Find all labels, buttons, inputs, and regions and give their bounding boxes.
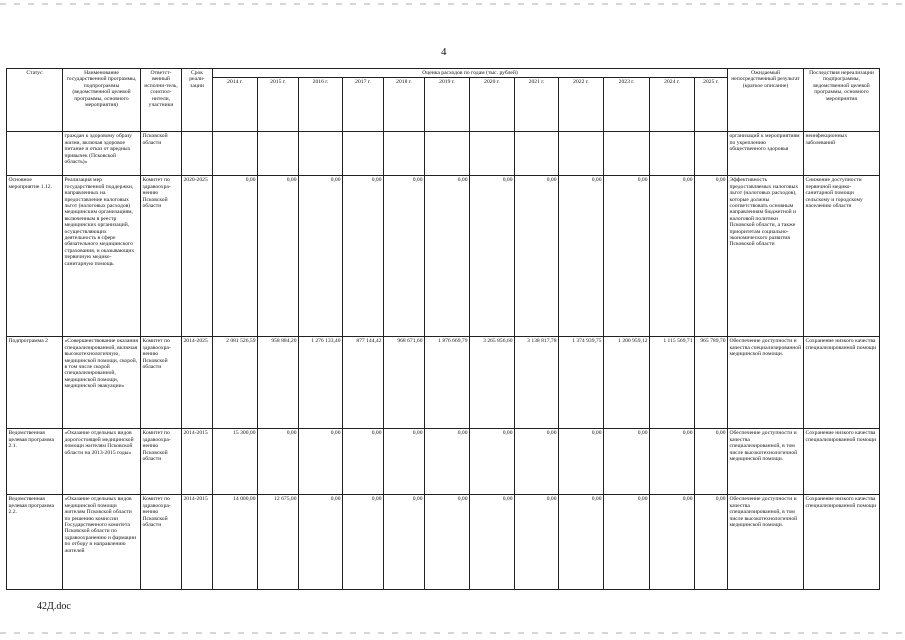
- row-result: организаций к мероприятиям по укреплению общественного здоровья: [728, 132, 804, 176]
- table-row: [7, 337, 880, 429]
- row-value: [604, 132, 650, 176]
- row-status: Основное мероприятие 1.12.: [7, 176, 63, 337]
- row-term: 2020-2025: [182, 176, 213, 337]
- row-result: Обеспечение доступности и качества специализированной, в том числе высокотехнологичной медицинской помощи.: [728, 429, 804, 495]
- year-header: 2021 г.: [515, 78, 559, 132]
- year-header: 2023 г.: [604, 78, 650, 132]
- row-consequences: Снижение доступности первичной медико-санитарной помощи сельскому и городскому населению области: [804, 176, 880, 337]
- row-value: 0,00: [258, 176, 299, 337]
- row-value: 0,00: [515, 429, 559, 495]
- row-value: 3 138 817,78: [515, 337, 559, 429]
- row-value: [695, 132, 728, 176]
- row-value: 0,00: [650, 495, 695, 590]
- header-status: Статус: [7, 69, 63, 132]
- row-value: 0,00: [299, 495, 343, 590]
- row-value: 1 115 569,71: [650, 337, 695, 429]
- row-value: 0,00: [384, 495, 425, 590]
- row-value: 877 144,42: [343, 337, 384, 429]
- row-value: [515, 132, 559, 176]
- row-value: 0,00: [470, 176, 515, 337]
- table-row: [7, 429, 880, 495]
- row-name: Реализация мер государственной поддержки, направленных на предоставление налоговых льгот (налоговых расходов) медицинским организациям, включенным в реестр медицинских организаций, осуществляющих деятельность в сфере обязательного медицинского страхования, и оказывающих первичную медико-санитарную помощь: [63, 176, 141, 337]
- row-value: 0,00: [299, 176, 343, 337]
- row-value: [213, 132, 258, 176]
- row-value: 0,00: [258, 429, 299, 495]
- row-value: 12 675,00: [258, 495, 299, 590]
- row-status: Ведомственная целевая программа 2.2.: [7, 495, 63, 590]
- year-header: 2014 г.: [213, 78, 258, 132]
- row-value: [470, 132, 515, 176]
- row-value: [258, 132, 299, 176]
- row-name: «Оказание отдельных видов медицинской помощи жителям Псковской области по решению комиссии Государственного комитета Псковской области по здравоохранению и фармации по отбору и направлению жителей: [63, 495, 141, 590]
- year-header: 2018 г.: [384, 78, 425, 132]
- row-value: 14 000,00: [213, 495, 258, 590]
- row-value: [425, 132, 470, 176]
- row-value: 1 276 133,40: [299, 337, 343, 429]
- row-value: 0,00: [650, 429, 695, 495]
- row-value: 0,00: [604, 495, 650, 590]
- row-executor: Комитет по здравоохра-нению Псковской области: [141, 337, 182, 429]
- file-name-footer: 42Д.doc: [37, 601, 71, 612]
- row-value: 0,00: [559, 495, 604, 590]
- row-result: Обеспечение доступности и качества специализированной, в том числе высокотехнологичной медицинской помощи.: [728, 495, 804, 590]
- row-value: 0,00: [559, 176, 604, 337]
- row-value: 0,00: [343, 495, 384, 590]
- header-name: Наименование государственной программы, подпрограммы (ведомственной целевой программы, основного мероприятия): [63, 69, 141, 132]
- row-value: 3 265 856,60: [470, 337, 515, 429]
- year-header: 2017 г.: [343, 78, 384, 132]
- row-value: 958 884,20: [258, 337, 299, 429]
- row-value: 0,00: [695, 429, 728, 495]
- row-value: 0,00: [343, 429, 384, 495]
- row-name: граждан к здоровому образу жизни, включая здоровое питание и отказ от вредных привычек (Псковской область)»: [63, 132, 141, 176]
- year-header: 2022 г.: [559, 78, 604, 132]
- row-value: 0,00: [515, 176, 559, 337]
- row-value: [343, 132, 384, 176]
- row-value: 0,00: [470, 429, 515, 495]
- row-value: 0,00: [213, 176, 258, 337]
- row-value: 0,00: [695, 176, 728, 337]
- row-value: 0,00: [425, 429, 470, 495]
- header-consequences: Последствия нереализации подпрограммы, ведомственной целевой программы, основного мероприятия: [804, 69, 880, 132]
- row-value: 0,00: [559, 429, 604, 495]
- page-number: 4: [441, 46, 447, 58]
- row-consequences: Сохранение низкого качества специализированной помощи: [804, 337, 880, 429]
- header-executor: Ответст-венный исполни-тель, соиспол-нители, участники: [141, 69, 182, 132]
- row-value: [559, 132, 604, 176]
- row-name: «Совершенствование оказания специализированной, включая высокотехнологичную, медицинской помощи, скорой, в том числе скорой специализированной, медицинской помощи, медицинской эвакуации»: [63, 337, 141, 429]
- row-name: «Оказание отдельных видов дорогостоящей медицинской помощи жителям Псковской области на 2013-2015 годы»: [63, 429, 141, 495]
- row-value: [384, 132, 425, 176]
- row-value: 0,00: [425, 495, 470, 590]
- expenses-table: [6, 68, 880, 590]
- year-header: 2020 г.: [470, 78, 515, 132]
- row-value: 0,00: [384, 429, 425, 495]
- row-term: 2014-2015: [182, 495, 213, 590]
- header-row: [7, 69, 880, 78]
- row-value: 2 081 526,59: [213, 337, 258, 429]
- year-header: 2019 г.: [425, 78, 470, 132]
- row-value: 0,00: [604, 176, 650, 337]
- row-value: 0,00: [470, 495, 515, 590]
- table-row: [7, 176, 880, 337]
- row-value: [650, 132, 695, 176]
- table-row: [7, 495, 880, 590]
- year-header: 2025 г.: [695, 78, 728, 132]
- year-header: 2016 г.: [299, 78, 343, 132]
- row-term: [182, 132, 213, 176]
- row-result: Эффективность предоставляемых налоговых льгот (налоговых расходов), которые должны соответствовать основным направлениям бюджетной и налоговой политики Псковской области, а также приоритетам социально-экономического развития Псковской области: [728, 176, 804, 337]
- header-term: Срок реали-зации: [182, 69, 213, 132]
- row-executor: Комитет по здравоохра-нению Псковской области: [141, 176, 182, 337]
- row-term: 2014-2015: [182, 429, 213, 495]
- row-value: 968 671,60: [384, 337, 425, 429]
- year-header: 2015 г.: [258, 78, 299, 132]
- row-consequences: Сохранение низкого качества специализированной помощи: [804, 495, 880, 590]
- row-status: Ведомственная целевая программа 2.1.: [7, 429, 63, 495]
- row-value: 0,00: [604, 429, 650, 495]
- row-executor: Комитет по здравоохра-нению Псковской области: [141, 429, 182, 495]
- row-value: 15 300,00: [213, 429, 258, 495]
- row-value: 0,00: [695, 495, 728, 590]
- row-value: 1 374 939,75: [559, 337, 604, 429]
- row-value: 0,00: [299, 429, 343, 495]
- row-value: [299, 132, 343, 176]
- row-executor: Псковской области: [141, 132, 182, 176]
- row-value: 0,00: [515, 495, 559, 590]
- row-value: 1 876 669,79: [425, 337, 470, 429]
- row-value: 1 200 959,12: [604, 337, 650, 429]
- row-term: 2014-2025: [182, 337, 213, 429]
- table-row: [7, 132, 880, 176]
- header-result: Ожидаемый непосредственный результат (краткое описание): [728, 69, 804, 132]
- row-value: 0,00: [650, 176, 695, 337]
- row-status: [7, 132, 63, 176]
- row-value: 965 789,70: [695, 337, 728, 429]
- row-status: Подпрограмма 2: [7, 337, 63, 429]
- row-value: 0,00: [343, 176, 384, 337]
- header-expenses: Оценка расходов по годам (тыс. рублей): [213, 69, 728, 78]
- row-consequences: Сохранение низкого качества специализированной помощи: [804, 429, 880, 495]
- row-result: Обеспечение доступности и качества специализированной медицинской помощи.: [728, 337, 804, 429]
- scan-artifact-bottom: [0, 632, 905, 634]
- row-consequences: неинфекционных заболеваний: [804, 132, 880, 176]
- row-executor: Комитет по здравоохра-нению Псковской области: [141, 495, 182, 590]
- year-header: 2024 г.: [650, 78, 695, 132]
- row-value: 0,00: [384, 176, 425, 337]
- scan-artifact-top: [0, 3, 905, 5]
- row-value: 0,00: [425, 176, 470, 337]
